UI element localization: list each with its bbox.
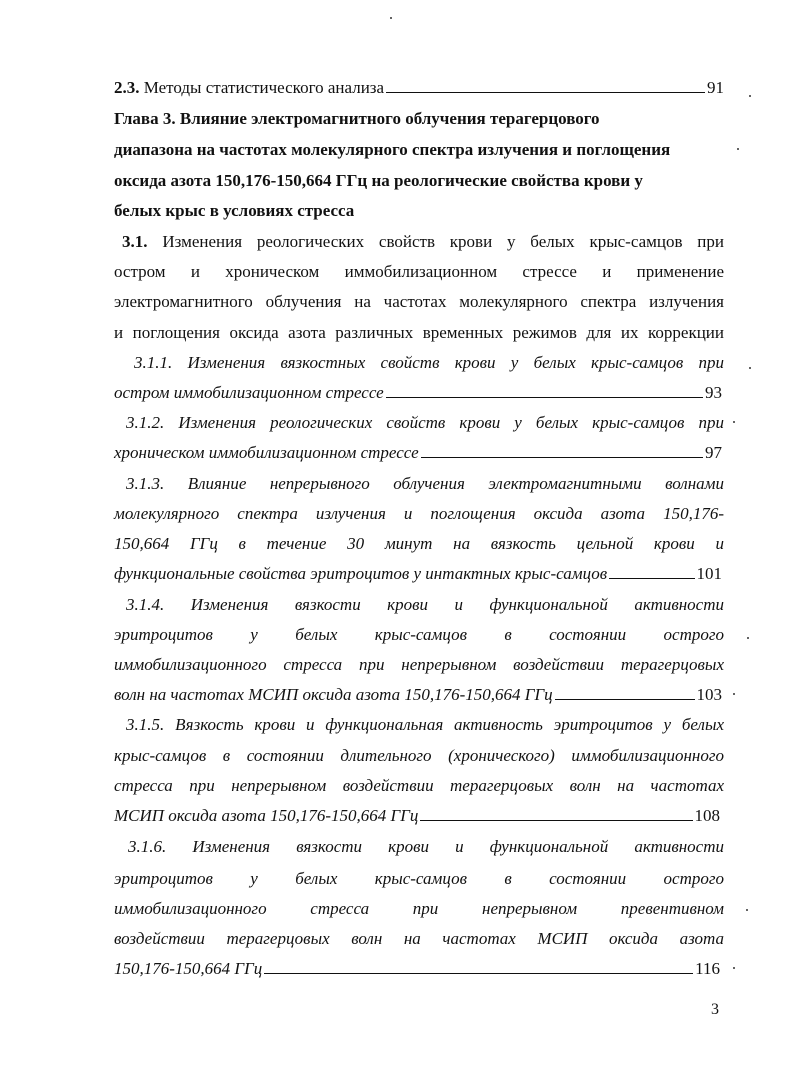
toc-title: Методы статистического анализа xyxy=(143,78,385,97)
toc-entry-3-1-5-line: 3.1.5. Вязкость крови и функциональная активность эритроцитов у белых xyxy=(126,715,724,734)
toc-entry-3-1-4-line: эритроцитов у белых крыс-самцов в состоянии острого xyxy=(114,625,724,644)
scan-speck xyxy=(390,17,392,19)
dot-leader xyxy=(386,77,705,93)
toc-entry-2-3[interactable] xyxy=(114,77,724,99)
dot-leader xyxy=(420,805,692,821)
toc-title: 150,176-150,664 ГГц xyxy=(114,959,263,978)
section-number: 3.1. xyxy=(122,232,148,251)
toc-page-number: 93 xyxy=(705,383,722,402)
chapter-heading-line: оксида азота 150,176-150,664 ГГц на реологические свойства крови у xyxy=(114,171,643,190)
toc-entry-3-1-2[interactable] xyxy=(114,442,722,464)
dot-leader xyxy=(609,563,694,579)
dot-leader xyxy=(555,684,695,700)
toc-title: функциональные свойства эритроцитов у интактных крыс-самцов xyxy=(114,564,608,583)
toc-page-number: 91 xyxy=(707,78,724,97)
dot-leader xyxy=(421,442,703,458)
toc-entry-3-1-3-line: молекулярного спектра излучения и поглощения оксида азота 150,176- xyxy=(114,504,724,523)
toc-title: волн на частотах МСИП оксида азота 150,176-150,664 ГГц xyxy=(114,685,553,704)
toc-entry-3-1-6-line: воздействии терагерцовых волн на частотах МСИП оксида азота xyxy=(114,929,724,948)
dot-leader xyxy=(386,382,703,398)
toc-number: 2.3. xyxy=(114,78,140,97)
toc-title: остром иммобилизационном стрессе xyxy=(114,383,384,402)
toc-entry-3-1-5[interactable] xyxy=(114,805,720,827)
scan-speck xyxy=(733,967,735,969)
page-number: 3 xyxy=(711,1001,719,1018)
scan-speck xyxy=(733,421,735,423)
toc-entry-3-1-2-line: 3.1.2. Изменения реологических свойств крови у белых крыс-самцов при xyxy=(126,413,724,432)
toc-page-number: 103 xyxy=(696,685,722,704)
section-3-1-line: 3.1. Изменения реологических свойств крови у белых крыс-самцов при xyxy=(122,232,725,251)
scan-speck xyxy=(749,367,751,369)
toc-entry-3-1-6-line: эритроцитов у белых крыс-самцов в состоянии острого xyxy=(114,869,724,888)
toc-entry-3-1-1[interactable] xyxy=(114,382,722,404)
toc-page-number: 101 xyxy=(696,564,722,583)
chapter-heading-line: Глава 3. Влияние электромагнитного облучения терагерцового xyxy=(114,109,600,128)
toc-entry-3-1-4-line: иммобилизационного стресса при непрерывном воздействии терагерцовых xyxy=(114,655,724,674)
toc-entry-3-1-4[interactable] xyxy=(114,684,722,706)
toc-entry-3-1-3-line: 150,664 ГГц в течение 30 минут на вязкость цельной крови и xyxy=(114,534,724,553)
toc-title: хроническом иммобилизационном стрессе xyxy=(114,443,419,462)
section-3-1-line: и поглощения оксида азота различных временных режимов для их коррекции xyxy=(114,323,724,342)
chapter-heading-line: диапазона на частотах молекулярного спектра излучения и поглощения xyxy=(114,140,671,159)
scan-speck xyxy=(749,95,751,97)
toc-entry-3-1-6-line: 3.1.6. Изменения вязкости крови и функциональной активности xyxy=(128,837,724,856)
toc-entry-3-1-3-line: 3.1.3. Влияние непрерывного облучения электромагнитными волнами xyxy=(126,474,724,493)
toc-entry-3-1-6-line: иммобилизационного стресса при непрерывном превентивном xyxy=(114,899,724,918)
toc-entry-3-1-1-line: 3.1.1. Изменения вязкостных свойств крови у белых крыс-самцов при xyxy=(134,353,724,372)
toc-entry-3-1-5-line: крыс-самцов в состоянии длительного (хронического) иммобилизационного xyxy=(114,746,724,765)
dot-leader xyxy=(264,958,693,974)
scan-speck xyxy=(747,637,749,639)
toc-page-number: 116 xyxy=(695,959,720,978)
scan-speck xyxy=(737,148,739,150)
section-3-1-line: электромагнитного облучения на частотах молекулярного спектра излучения xyxy=(114,292,724,311)
section-3-1-line: остром и хроническом иммобилизационном стрессе и применение xyxy=(114,262,724,281)
toc-entry-3-1-5-line: стресса при непрерывном воздействии терагерцовых волн на частотах xyxy=(114,776,724,795)
chapter-heading-line: белых крыс в условиях стресса xyxy=(114,201,355,220)
toc-page-number: 97 xyxy=(705,443,722,462)
scan-speck xyxy=(733,693,735,695)
toc-title: МСИП оксида азота 150,176-150,664 ГГц xyxy=(114,806,419,825)
toc-entry-3-1-4-line: 3.1.4. Изменения вязкости крови и функциональной активности xyxy=(126,595,724,614)
scan-speck xyxy=(746,909,748,911)
toc-entry-3-1-3[interactable] xyxy=(114,563,722,585)
toc-entry-3-1-6[interactable] xyxy=(114,958,720,980)
toc-page-number: 108 xyxy=(694,806,720,825)
